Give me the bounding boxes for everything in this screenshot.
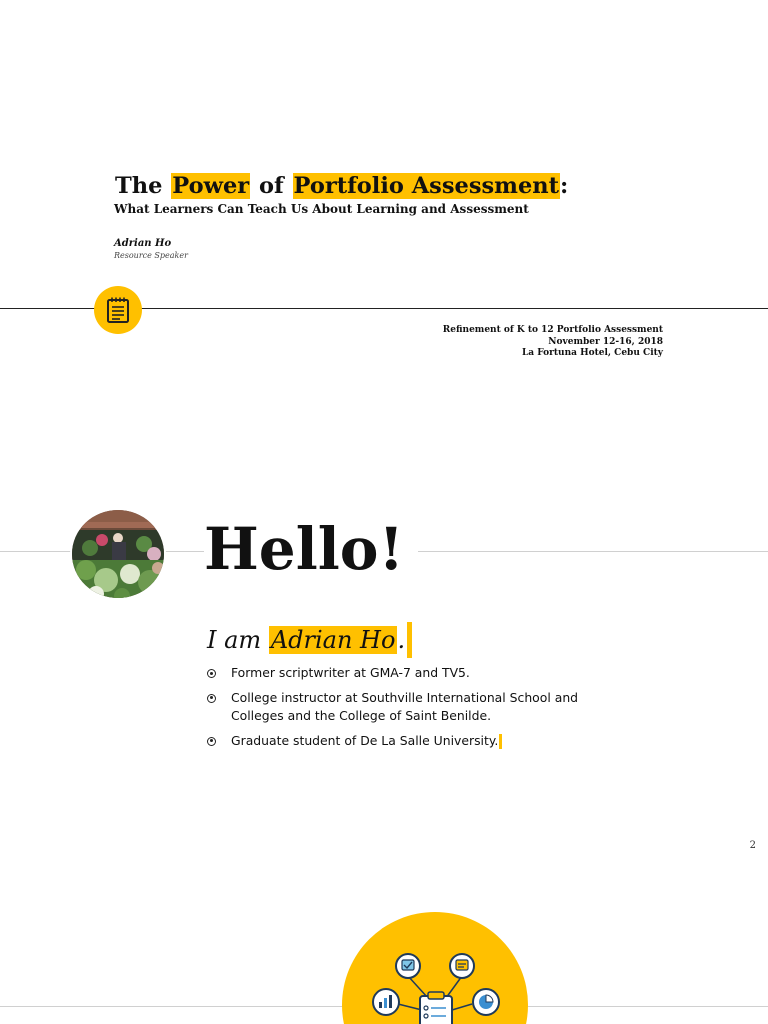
list-item: College instructor at Southville International School and Colleges and the College of Saint Benilde. (207, 689, 617, 726)
assessment-icons (342, 912, 528, 1024)
page-number: 2 (749, 840, 756, 851)
list-item: Former scriptwriter at GMA-7 and TV5. (207, 664, 617, 683)
checklist-icon (420, 992, 452, 1024)
event-details (443, 325, 663, 360)
intro-heading (207, 622, 412, 658)
list-item: Graduate student of De La Salle University. (207, 732, 617, 751)
intro-prefix: I am (207, 626, 269, 654)
pie-chart-icon (473, 989, 499, 1015)
hello-heading: Hello! (204, 514, 418, 584)
title-of: of (258, 173, 284, 199)
title-colon: : (560, 173, 569, 199)
title-portfolio-highlight: Portfolio Assessment (293, 173, 560, 199)
bio-list (207, 664, 617, 756)
notebook-badge (94, 286, 142, 334)
intro-suffix: . (397, 626, 406, 654)
bullet-icon (207, 694, 216, 703)
chat-note-icon (450, 954, 474, 978)
event-title: Refinement of K to 12 Portfolio Assessment (442, 325, 663, 335)
assessment-illustration (342, 912, 528, 1024)
notebook-icon (105, 296, 131, 324)
chat-check-icon (396, 954, 420, 978)
bullet-icon (207, 737, 216, 746)
event-venue: La Fortuna Hotel, Cebu City (521, 348, 663, 358)
title-the: The (115, 173, 163, 199)
bar-chart-icon (373, 989, 399, 1015)
title-power-highlight: Power (172, 173, 250, 199)
speaker-photo (72, 510, 166, 600)
speaker-name: Adrian Ho (114, 238, 172, 249)
presentation-subtitle: What Learners Can Teach Us About Learning and Assessment (114, 202, 529, 216)
text-cursor (407, 622, 412, 658)
speaker-role: Resource Speaker (114, 251, 188, 260)
intro-name-highlight: Adrian Ho (270, 626, 396, 654)
event-dates: November 12-16, 2018 (548, 336, 663, 347)
avatar (70, 508, 166, 600)
bullet-icon (207, 669, 216, 678)
presentation-title (114, 170, 568, 203)
text-caret (499, 734, 502, 749)
